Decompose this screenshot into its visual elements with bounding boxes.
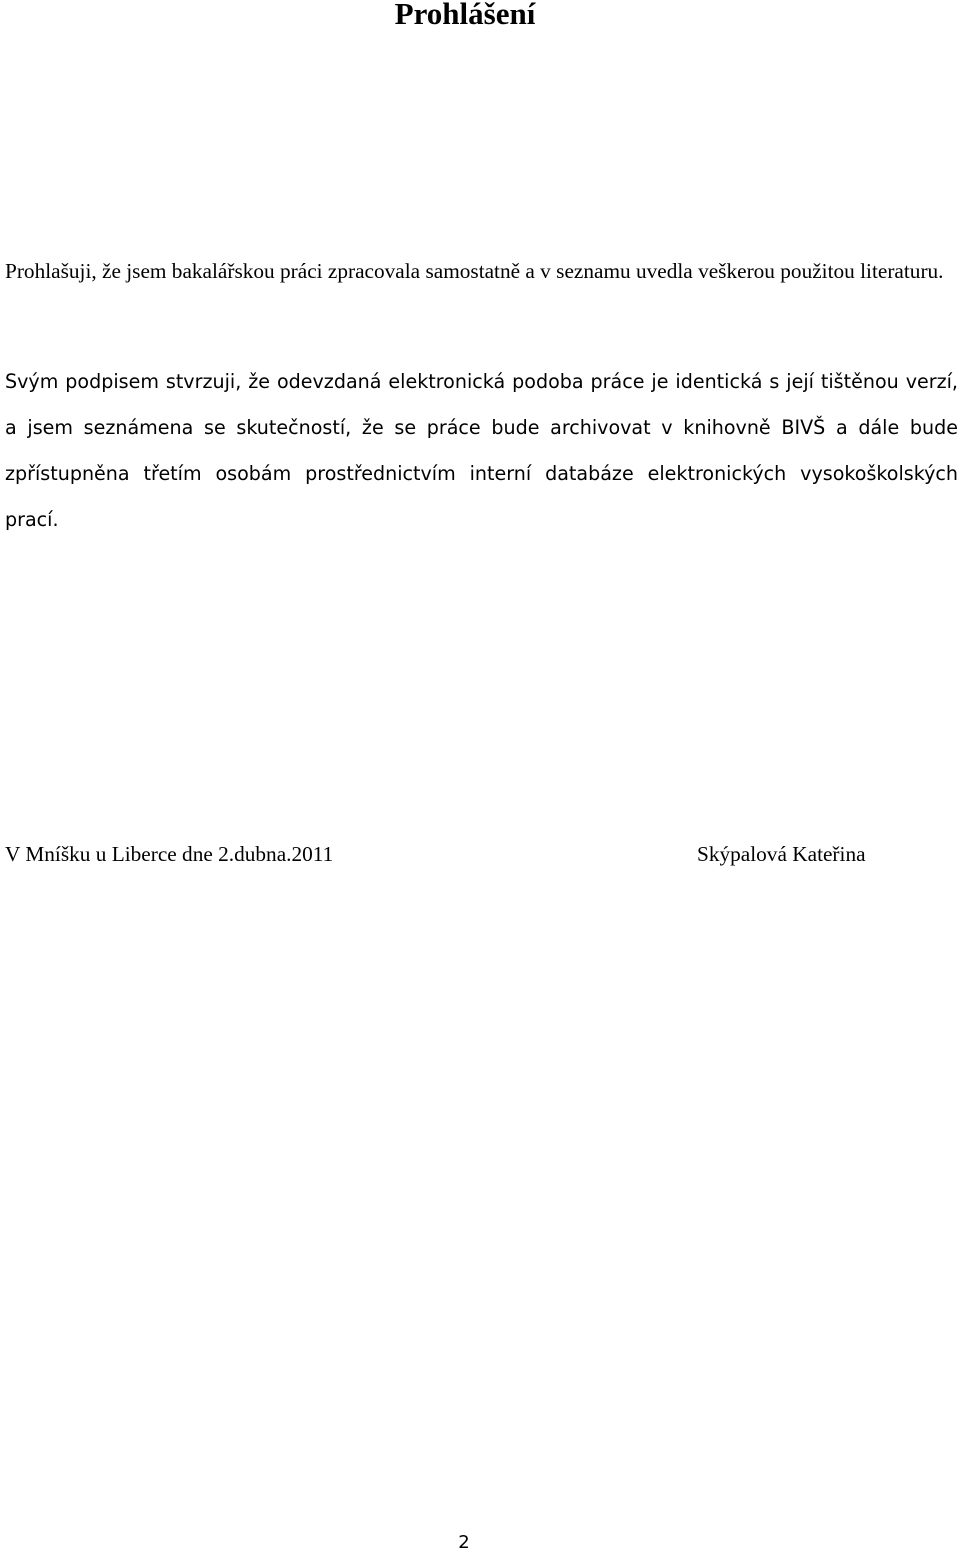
- page-number: 2: [458, 1532, 470, 1553]
- place-and-date: V Mníšku u Liberce dne 2.dubna.2011: [5, 842, 334, 866]
- author-name: Skýpalová Kateřina: [697, 842, 866, 866]
- consent-paragraph: Svým podpisem stvrzuji, že odevzdaná elektronická podoba práce je identická s její tištěnou verzí, a jsem seznámena se skutečností, že se práce bude archivovat v knihovně BIVŠ a dále bude zpřístupněna třetím osobám prostřednictvím interní databáze elektronických vysokoškolských prací.: [5, 370, 958, 531]
- declaration-paragraph: Prohlašuji, že jsem bakalářskou práci zpracovala samostatně a v seznamu uvedla veškerou použitou literaturu.: [5, 259, 944, 283]
- page-title: Prohlášení: [394, 0, 536, 31]
